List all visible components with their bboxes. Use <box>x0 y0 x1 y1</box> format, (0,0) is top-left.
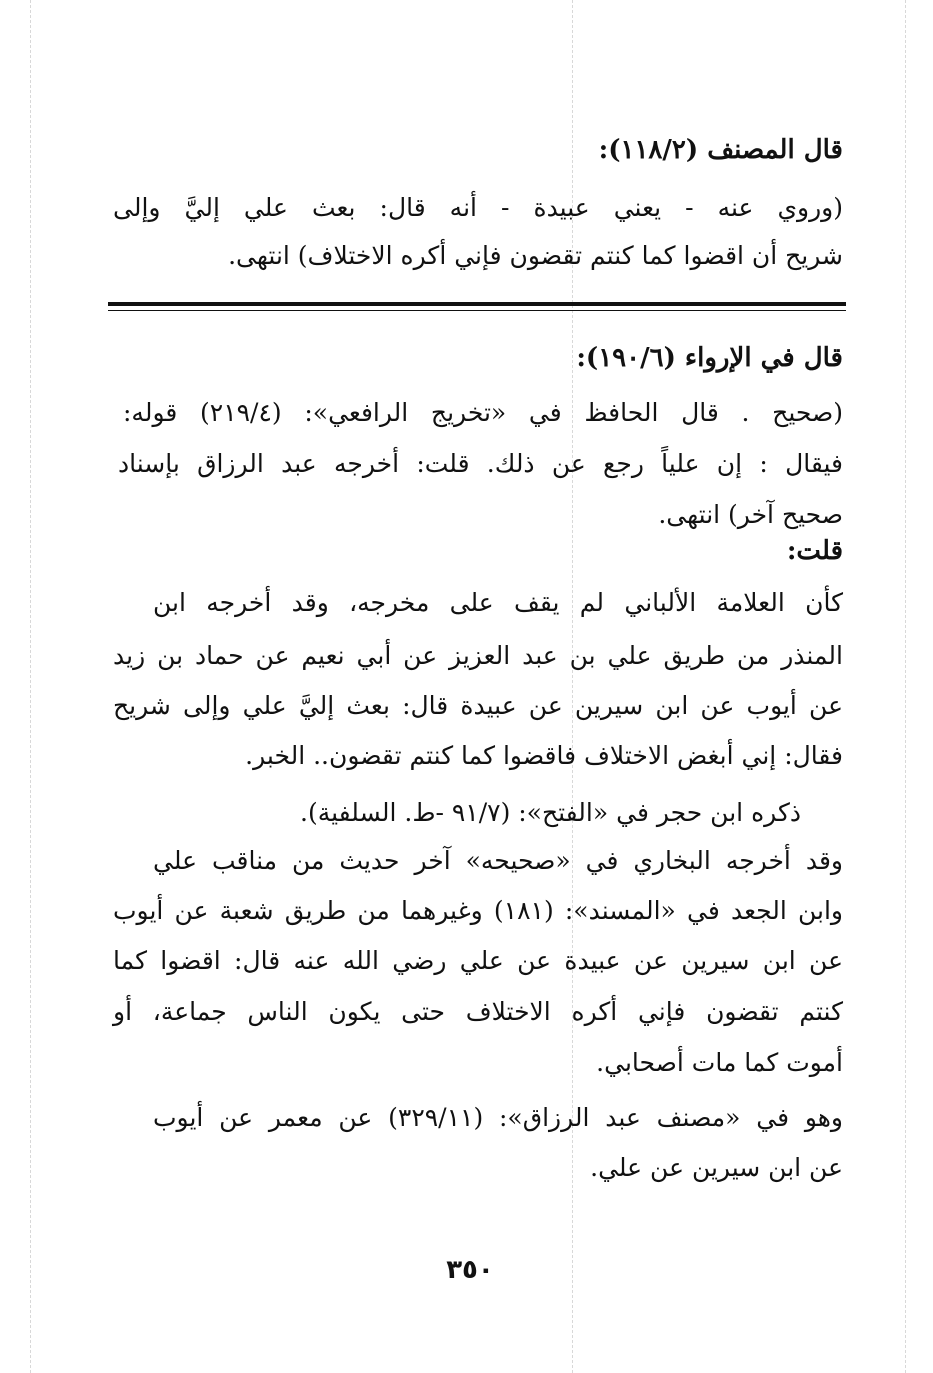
paragraph-line: عن ابن سيرين عن علي. <box>590 1153 843 1182</box>
paragraph-line: المنذر من طريق علي بن عبد العزيز عن أبي نعيم عن حماد بن زيد <box>113 641 843 670</box>
section3-heading: قلت: <box>786 536 843 566</box>
paragraph-line: عن ابن سيرين عن عبيدة عن علي رضي الله عنه قال: اقضوا كما <box>113 946 843 975</box>
separator-rule-thin <box>108 310 846 311</box>
paragraph-line: فقال: إني أبغض الاختلاف فاقضوا كما كنتم تقضون.. الخبر. <box>245 741 843 770</box>
paragraph-line: كنتم تقضون فإني أكره الاختلاف حتى يكون الناس جماعة، أو <box>113 997 843 1026</box>
separator-rule-thick <box>108 302 846 306</box>
paragraph-line: أموت كما مات أصحابي. <box>596 1048 843 1077</box>
scan-guide-line <box>905 0 906 1373</box>
scan-guide-line <box>30 0 31 1373</box>
paragraph-line: كأن العلامة الألباني لم يقف على مخرجه، وقد أخرجه ابن <box>153 588 843 617</box>
section2-line-2: فيقال : إن علياً رجع عن ذلك. قلت: أخرجه عبد الرزاق بإسناد <box>118 449 843 478</box>
paragraph-line: وهو في «مصنف عبد الرزاق»: (٣٢٩/١١) عن معمر عن أيوب <box>153 1103 843 1132</box>
section2-heading: قال في الإرواء (١٩٠/٦): <box>576 343 843 373</box>
section2-line-3: صحيح آخر) انتهى. <box>658 500 843 529</box>
page-number: ٣٥٠ <box>446 1255 494 1285</box>
section2-line-1: (صحيح . قال الحافظ في «تخريج الرافعي»: (٢١٩/٤) قوله: <box>123 398 843 427</box>
section1-line-1: (وروي عنه - يعني عبيدة - أنه قال: بعث علي إليَّ وإلى <box>113 193 843 222</box>
section1-line-2: شريح أن اقضوا كما كنتم تقضون فإني أكره الاختلاف) انتهى. <box>228 241 843 270</box>
section1-heading: قال المصنف (١١٨/٢): <box>598 135 843 165</box>
paragraph-line: ذكره ابن حجر في «الفتح»: (٩١/٧ -ط. السلفية). <box>300 798 801 827</box>
paragraph-line: عن أيوب عن ابن سيرين عن عبيدة قال: بعث إليَّ علي وإلى شريح <box>113 691 843 720</box>
paragraph-line: وابن الجعد في «المسند»: (١٨١) وغيرهما من طريق شعبة عن أيوب <box>113 896 844 925</box>
paragraph-line: وقد أخرجه البخاري في «صحيحه» آخر حديث من مناقب علي <box>153 846 843 875</box>
